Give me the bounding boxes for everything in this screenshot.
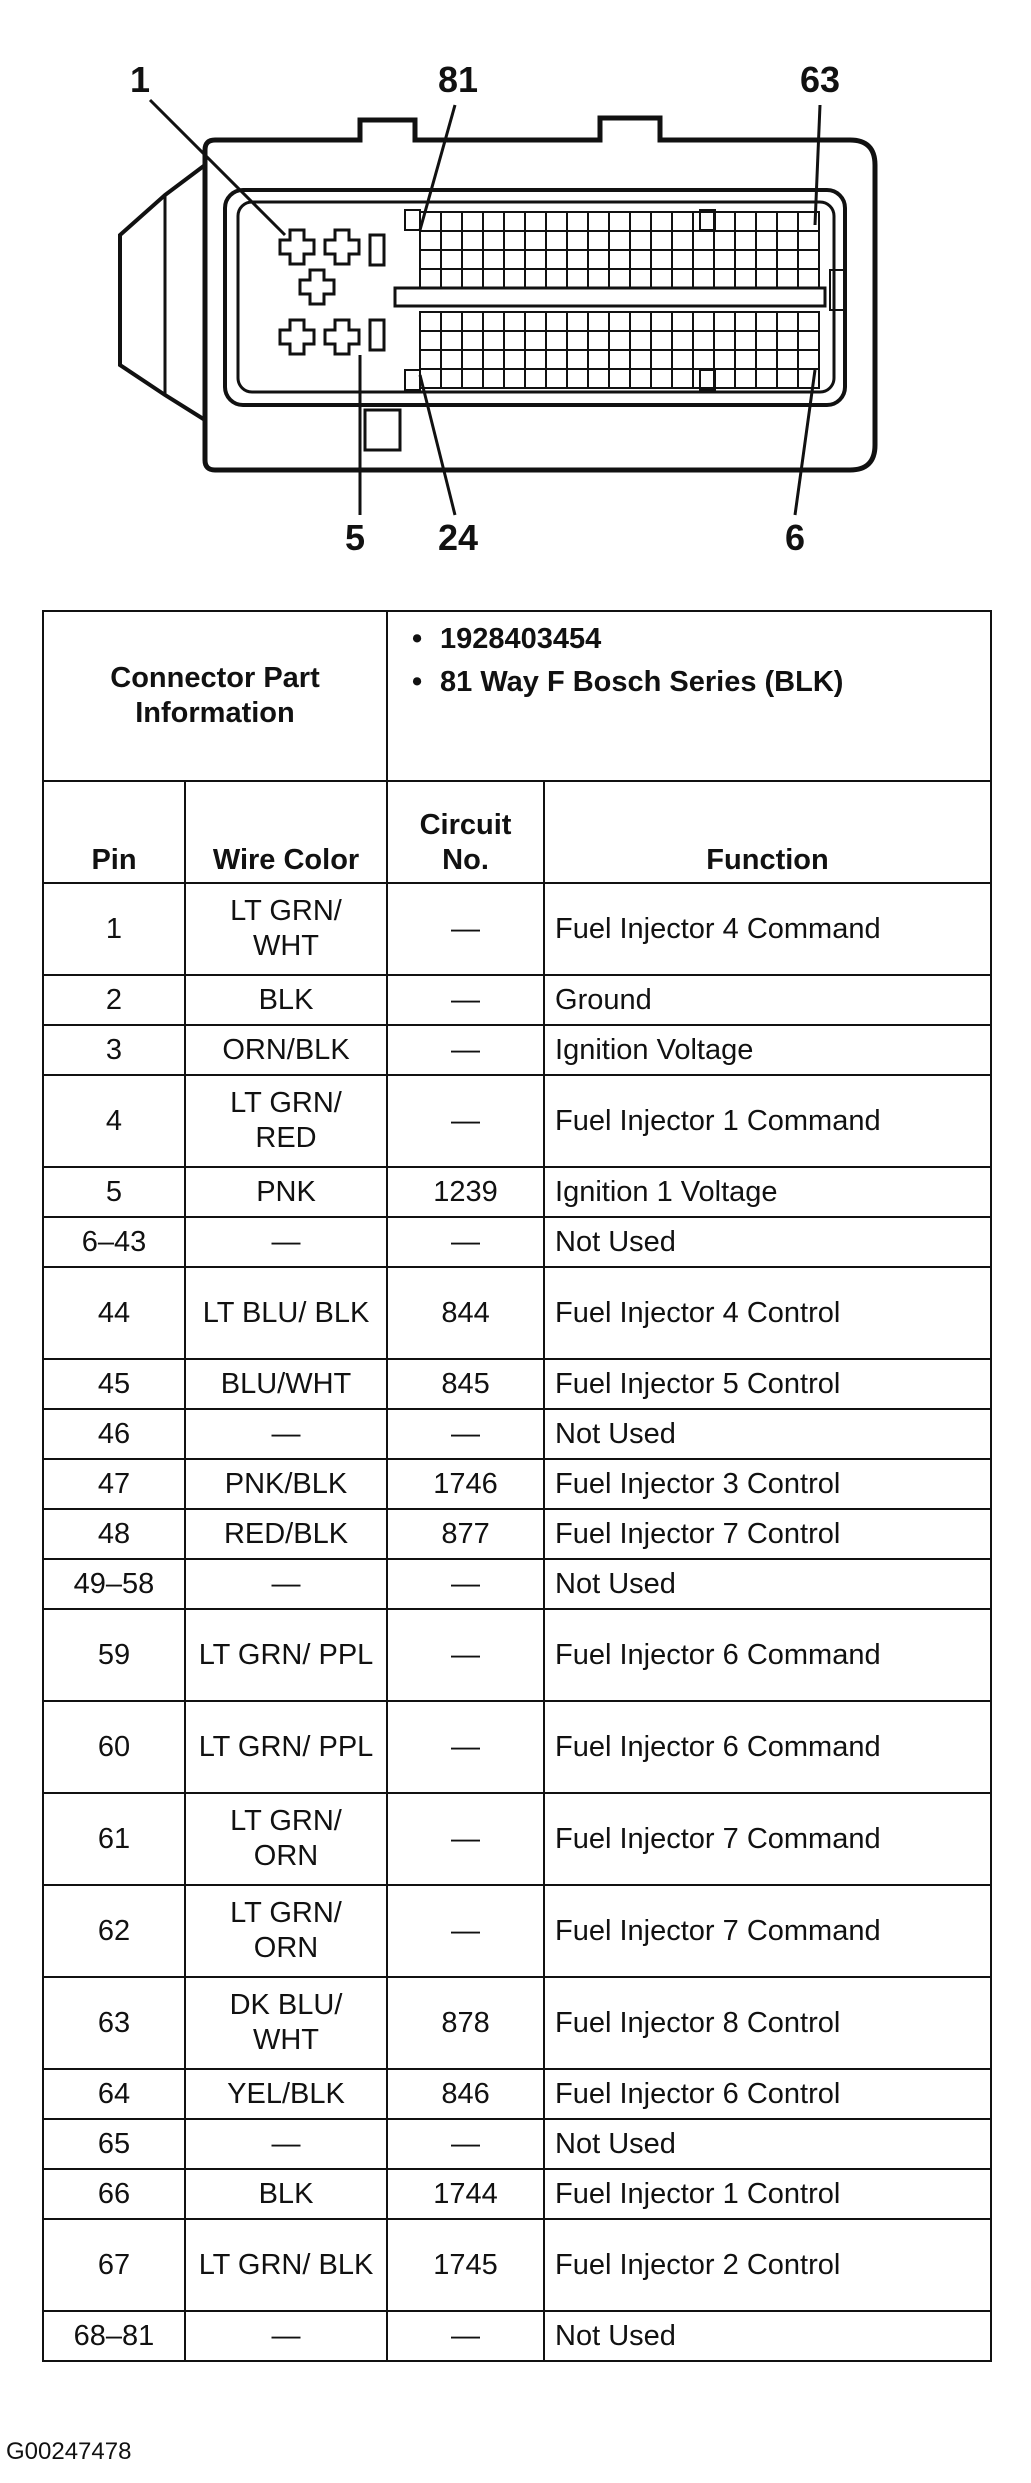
- connector-table: [42, 610, 992, 2362]
- table-row: [43, 1509, 991, 1559]
- pin-cell: 44: [43, 1267, 185, 1359]
- function-cell: Ignition Voltage: [544, 1025, 991, 1075]
- circuit-cell: —: [387, 2311, 544, 2361]
- function-cell: Fuel Injector 6 Control: [544, 2069, 991, 2119]
- pin-cell: 46: [43, 1409, 185, 1459]
- function-cell: Fuel Injector 1 Control: [544, 2169, 991, 2219]
- wire-color-cell: LT GRN/ ORN: [185, 1793, 387, 1885]
- wire-color-cell: —: [185, 2311, 387, 2361]
- circuit-cell: —: [387, 1025, 544, 1075]
- function-cell: Fuel Injector 7 Command: [544, 1885, 991, 1977]
- pin-cell: 47: [43, 1459, 185, 1509]
- header-row: [43, 781, 991, 883]
- function-cell: Fuel Injector 5 Control: [544, 1359, 991, 1409]
- table-row: [43, 2119, 991, 2169]
- table-row: [43, 2169, 991, 2219]
- table-row: [43, 1885, 991, 1977]
- circuit-cell: 845: [387, 1359, 544, 1409]
- function-cell: Fuel Injector 1 Command: [544, 1075, 991, 1167]
- wire-color-cell: LT GRN/ PPL: [185, 1609, 387, 1701]
- circuit-cell: —: [387, 1075, 544, 1167]
- part-number: • 1928403454: [398, 622, 980, 657]
- pin-cell: 64: [43, 2069, 185, 2119]
- circuit-cell: —: [387, 1559, 544, 1609]
- table-row: [43, 1075, 991, 1167]
- function-cell: Not Used: [544, 1559, 991, 1609]
- pin-cell: 2: [43, 975, 185, 1025]
- wire-color-cell: ORN/BLK: [185, 1025, 387, 1075]
- callout-24: 24: [438, 517, 479, 558]
- function-cell: Not Used: [544, 1409, 991, 1459]
- pin-cell: 63: [43, 1977, 185, 2069]
- function-cell: Not Used: [544, 2119, 991, 2169]
- callout-1: 1: [130, 59, 151, 100]
- circuit-cell: —: [387, 1609, 544, 1701]
- function-cell: Fuel Injector 4 Command: [544, 883, 991, 975]
- pin-cell: 62: [43, 1885, 185, 1977]
- table-row: [43, 1609, 991, 1701]
- table-row: [43, 1359, 991, 1409]
- circuit-cell: 877: [387, 1509, 544, 1559]
- circuit-cell: —: [387, 883, 544, 975]
- function-cell: Ignition 1 Voltage: [544, 1167, 991, 1217]
- pin-cell: 66: [43, 2169, 185, 2219]
- circuit-cell: 1745: [387, 2219, 544, 2311]
- circuit-cell: —: [387, 1701, 544, 1793]
- wire-color-cell: LT GRN/ WHT: [185, 883, 387, 975]
- pin-cell: 67: [43, 2219, 185, 2311]
- function-cell: Fuel Injector 3 Control: [544, 1459, 991, 1509]
- wire-color-cell: BLK: [185, 975, 387, 1025]
- pin-cell: 6–43: [43, 1217, 185, 1267]
- table-row: [43, 1267, 991, 1359]
- circuit-cell: 878: [387, 1977, 544, 2069]
- circuit-cell: —: [387, 975, 544, 1025]
- info-label: Connector Part Information: [43, 611, 387, 781]
- pin-cell: 1: [43, 883, 185, 975]
- header-pin: Pin: [43, 781, 185, 883]
- circuit-cell: 1746: [387, 1459, 544, 1509]
- connector-diagram: [0, 0, 1031, 580]
- wire-color-cell: LT GRN/ BLK: [185, 2219, 387, 2311]
- wire-color-cell: LT BLU/ BLK: [185, 1267, 387, 1359]
- pin-cell: 68–81: [43, 2311, 185, 2361]
- wire-color-cell: LT GRN/ ORN: [185, 1885, 387, 1977]
- circuit-cell: 844: [387, 1267, 544, 1359]
- wire-color-cell: BLU/WHT: [185, 1359, 387, 1409]
- function-cell: Fuel Injector 8 Control: [544, 1977, 991, 2069]
- wire-color-cell: —: [185, 2119, 387, 2169]
- table-row: [43, 1793, 991, 1885]
- function-cell: Fuel Injector 6 Command: [544, 1609, 991, 1701]
- function-cell: Fuel Injector 4 Control: [544, 1267, 991, 1359]
- pin-cell: 60: [43, 1701, 185, 1793]
- wire-color-cell: —: [185, 1409, 387, 1459]
- wire-color-cell: DK BLU/ WHT: [185, 1977, 387, 2069]
- circuit-cell: —: [387, 1793, 544, 1885]
- wire-color-cell: PNK: [185, 1167, 387, 1217]
- pin-cell: 65: [43, 2119, 185, 2169]
- figure-id: G00247478: [6, 2438, 132, 2465]
- info-row: [43, 611, 991, 781]
- pin-cell: 3: [43, 1025, 185, 1075]
- function-cell: Not Used: [544, 1217, 991, 1267]
- function-cell: Fuel Injector 2 Control: [544, 2219, 991, 2311]
- wire-color-cell: LT GRN/ PPL: [185, 1701, 387, 1793]
- table-row: [43, 1559, 991, 1609]
- function-cell: Not Used: [544, 2311, 991, 2361]
- header-wire-color: Wire Color: [185, 781, 387, 883]
- table-row: [43, 2311, 991, 2361]
- header-function: Function: [544, 781, 991, 883]
- circuit-cell: 1239: [387, 1167, 544, 1217]
- pin-cell: 59: [43, 1609, 185, 1701]
- table-row: [43, 1217, 991, 1267]
- table-row: [43, 883, 991, 975]
- table-row: [43, 1167, 991, 1217]
- circuit-cell: —: [387, 2119, 544, 2169]
- table-row: [43, 1025, 991, 1075]
- pin-cell: 5: [43, 1167, 185, 1217]
- wire-color-cell: RED/BLK: [185, 1509, 387, 1559]
- function-cell: Fuel Injector 7 Command: [544, 1793, 991, 1885]
- wire-color-cell: —: [185, 1217, 387, 1267]
- pin-cell: 45: [43, 1359, 185, 1409]
- function-cell: Ground: [544, 975, 991, 1025]
- function-cell: Fuel Injector 6 Command: [544, 1701, 991, 1793]
- wire-color-cell: LT GRN/ RED: [185, 1075, 387, 1167]
- circuit-cell: 1744: [387, 2169, 544, 2219]
- table-row: [43, 1409, 991, 1459]
- connector-series: • 81 Way F Bosch Series (BLK): [398, 665, 980, 700]
- circuit-cell: —: [387, 1217, 544, 1267]
- wire-color-cell: —: [185, 1559, 387, 1609]
- pin-cell: 61: [43, 1793, 185, 1885]
- wire-color-cell: BLK: [185, 2169, 387, 2219]
- callout-5: 5: [345, 517, 366, 558]
- table-row: [43, 1459, 991, 1509]
- wire-color-cell: PNK/BLK: [185, 1459, 387, 1509]
- table-row: [43, 1701, 991, 1793]
- circuit-cell: 846: [387, 2069, 544, 2119]
- table-row: [43, 1977, 991, 2069]
- callout-63: 63: [800, 59, 841, 100]
- connector-drawing: [0, 0, 1031, 580]
- pin-cell: 4: [43, 1075, 185, 1167]
- header-circuit: Circuit No.: [387, 781, 544, 883]
- info-values: [387, 611, 991, 781]
- pin-cell: 49–58: [43, 1559, 185, 1609]
- wire-color-cell: YEL/BLK: [185, 2069, 387, 2119]
- table-row: [43, 2219, 991, 2311]
- pin-cell: 48: [43, 1509, 185, 1559]
- function-cell: Fuel Injector 7 Control: [544, 1509, 991, 1559]
- callout-6: 6: [785, 517, 806, 558]
- callout-81: 81: [438, 59, 479, 100]
- table-row: [43, 2069, 991, 2119]
- circuit-cell: —: [387, 1885, 544, 1977]
- circuit-cell: —: [387, 1409, 544, 1459]
- table-row: [43, 975, 991, 1025]
